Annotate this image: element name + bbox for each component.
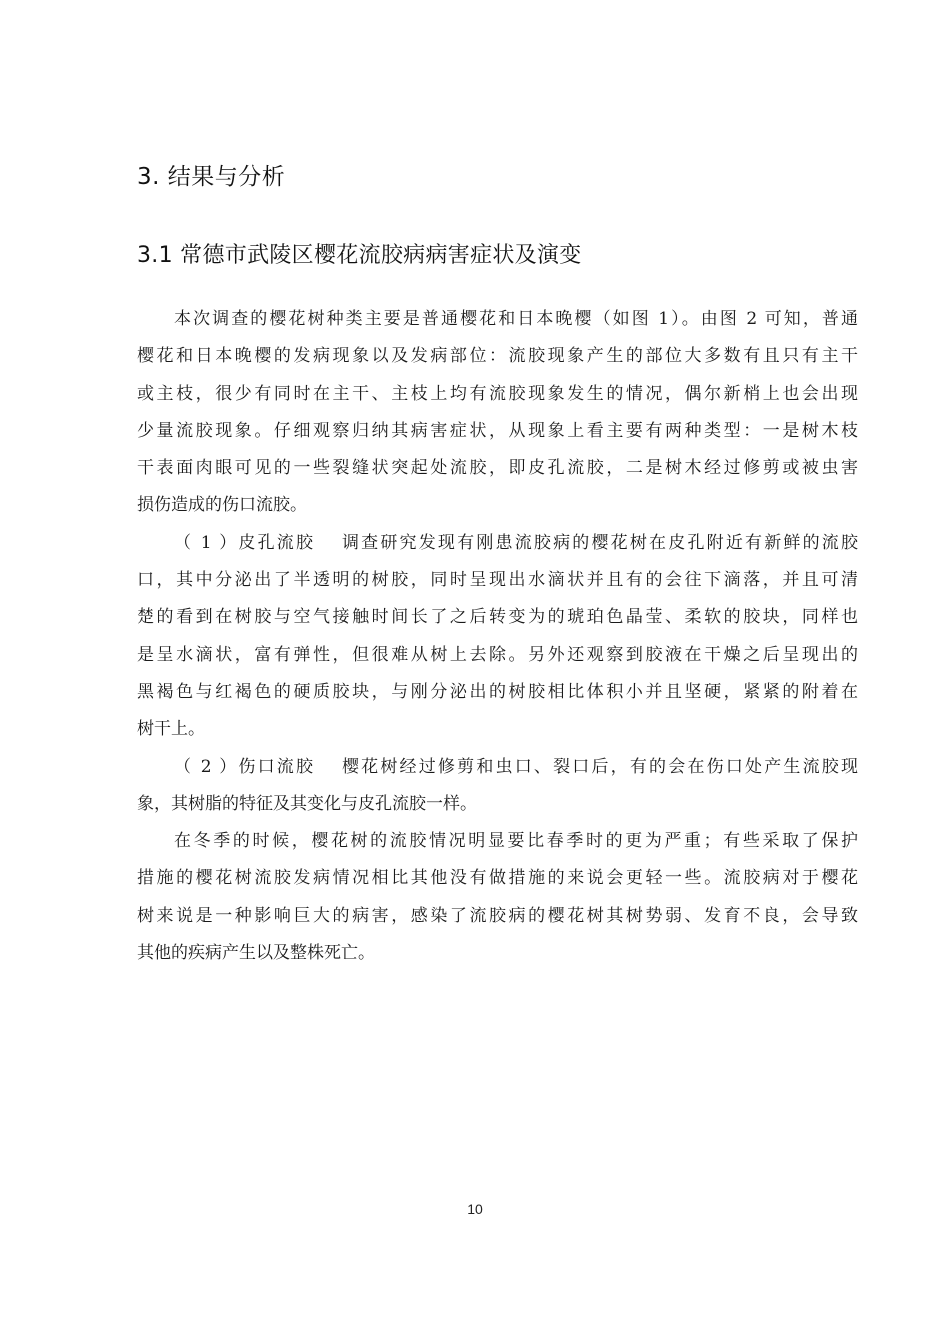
paragraph-1-line: 或主枝，很少有同时在主干、主枝上均有流胶现象发生的情况，偶尔新梢上也会出现 (137, 383, 858, 404)
page-number: 10 (467, 1201, 483, 1217)
paragraph-3-line: （ 2 ）伤口流胶 樱花树经过修剪和虫口、裂口后，有的会在伤口处产生流胶现 (174, 756, 858, 777)
paragraph-2-line: 楚的看到在树胶与空气接触时间长了之后转变为的琥珀色晶莹、柔软的胶块，同样也 (137, 607, 858, 628)
paragraph-4-line: 在冬季的时候，樱花树的流胶情况明显要比春季时的更为严重；有些采取了保护 (174, 831, 858, 852)
paragraph-2-line: 口，其中分泌出了半透明的树胶，同时呈现出水滴状并且有的会往下滴落，并且可清 (137, 570, 858, 591)
paragraph-2-line: 黑褐色与红褐色的硬质胶块，与刚分泌出的树胶相比体积小并且坚硬，紧紧的附着在 (137, 681, 858, 702)
paragraph-2-line: （ 1 ）皮孔流胶 调查研究发现有刚患流胶病的樱花树在皮孔附近有新鲜的流胶 (174, 532, 858, 553)
paragraph-2-line: 树干上。 (137, 719, 205, 740)
paragraph-4-line: 措施的樱花树流胶发病情况相比其他没有做措施的来说会更轻一些。流胶病对于樱花 (137, 868, 858, 889)
paragraph-1-line: 少量流胶现象。仔细观察归纳其病害症状，从现象上看主要有两种类型：一是树木枝 (137, 420, 858, 441)
paragraph-4-line: 其他的疾病产生以及整株死亡。 (137, 943, 375, 964)
paragraph-1-line: 樱花和日本晚樱的发病现象以及发病部位：流胶现象产生的部位大多数有且只有主干 (137, 346, 858, 367)
paragraph-1-line: 本次调查的樱花树种类主要是普通樱花和日本晚樱（如图 1）。由图 2 可知，普通 (174, 309, 858, 329)
section-heading: 3. 结果与分析 (137, 164, 286, 190)
paragraph-3-line: 象，其树脂的特征及其变化与皮孔流胶一样。 (137, 793, 477, 814)
paragraph-4-line: 树来说是一种影响巨大的病害，感染了流胶病的樱花树其树势弱、发育不良，会导致 (137, 905, 858, 926)
paragraph-1-line: 干表面肉眼可见的一些裂缝状突起处流胶，即皮孔流胶，二是树木经过修剪或被虫害 (137, 458, 858, 479)
paragraph-2-line: 是呈水滴状，富有弹性，但很难从树上去除。另外还观察到胶液在干燥之后呈现出的 (137, 644, 858, 665)
body-text (137, 301, 858, 972)
subsection-heading: 3.1 常德市武陵区樱花流胶病病害症状及演变 (137, 243, 582, 268)
paragraph-1-line: 损伤造成的伤口流胶。 (137, 495, 307, 516)
